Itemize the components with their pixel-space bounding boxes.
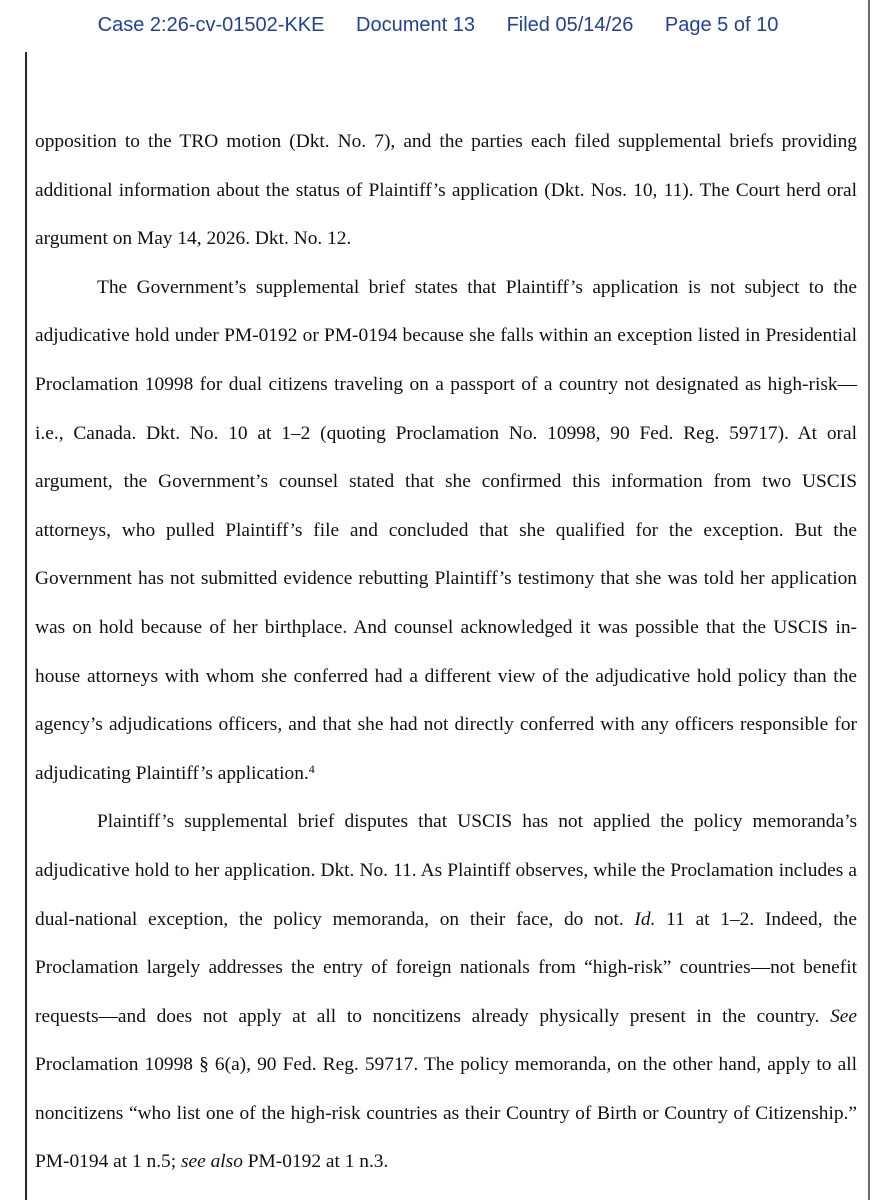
document-body bbox=[35, 118, 857, 1187]
citation-see-signal: See bbox=[830, 1005, 857, 1027]
paragraph-government-brief bbox=[35, 264, 857, 799]
paragraph-text: opposition to the TRO motion (Dkt. No. 7), and the parties each filed supplemental briefs providing additional information about the status of Plaintiff’s application (Dkt. Nos. 10, 11). The Court herd oral argument on May 14, 2026. Dkt. No. 12. bbox=[35, 131, 857, 250]
case-number: Case 2:26-cv-01502-KKE bbox=[97, 14, 325, 36]
paragraph-plaintiff-brief bbox=[35, 798, 857, 1187]
footnote-reference[interactable]: 4 bbox=[308, 761, 315, 776]
document-number: Document 13 bbox=[356, 14, 475, 36]
citation-id-signal: Id. bbox=[634, 908, 656, 930]
page-number: Page 5 of 10 bbox=[664, 14, 779, 36]
paragraph-text: 11 at 1–2. Indeed, the Proclamation largely addresses the entry of foreign nationals from “high-risk” countries—not benefit requests—and does not apply at all to noncitizens already physically present in the country. bbox=[35, 908, 857, 1027]
paragraph-text: The Government’s supplemental brief states that Plaintiff’s application is not subject to the adjudicative hold under PM-0192 or PM-0194 because she falls within an exception listed in Presidential Proclamation 10998 for dual citizens traveling on a passport of a country not designated as high-risk—i.e., Canada. Dkt. No. 10 at 1–2 (quoting Proclamation No. 10998, 90 Fed. Reg. 59717). At oral argument, the Government’s counsel stated that she confirmed this information from two USCIS attorneys, who pulled Plaintiff’s file and concluded that she qualified for the exception. But the Government has not submitted evidence rebutting Plaintiff’s testimony that she was told her application was on hold because of her birthplace. And counsel acknowledged it was possible that the USCIS in-house attorneys with whom she conferred had a different view of the adjudicative hold policy than the agency’s adjudications officers, and that she had not directly conferred with any officers responsible for adjudicating Plaintiff’s application. bbox=[35, 276, 857, 784]
filed-date: Filed 05/14/26 bbox=[506, 14, 634, 36]
paragraph-text: Plaintiff’s supplemental brief disputes that USCIS has not applied the policy memoranda’s adjudicative hold to her application. Dkt. No. 11. As Plaintiff observes, while the Proclamation includes a dual-national exception, the policy memoranda, on their face, do not. bbox=[35, 811, 857, 930]
right-page-edge bbox=[868, 0, 870, 1200]
paragraph-text: Proclamation 10998 § 6(a), 90 Fed. Reg. 59717. The policy memoranda, on the other hand, apply to all noncitizens “who list one of the high-risk countries as their Country of Birth or Country of Citizenship.” PM-0194 at 1 n.5; bbox=[35, 1054, 857, 1173]
court-filing-header bbox=[0, 14, 876, 37]
paragraph-text: PM-0192 at 1 n.3. bbox=[242, 1151, 389, 1173]
left-margin-rule bbox=[25, 52, 27, 1200]
citation-see-also-signal: see also bbox=[180, 1151, 243, 1173]
paragraph-continuation bbox=[35, 118, 857, 264]
